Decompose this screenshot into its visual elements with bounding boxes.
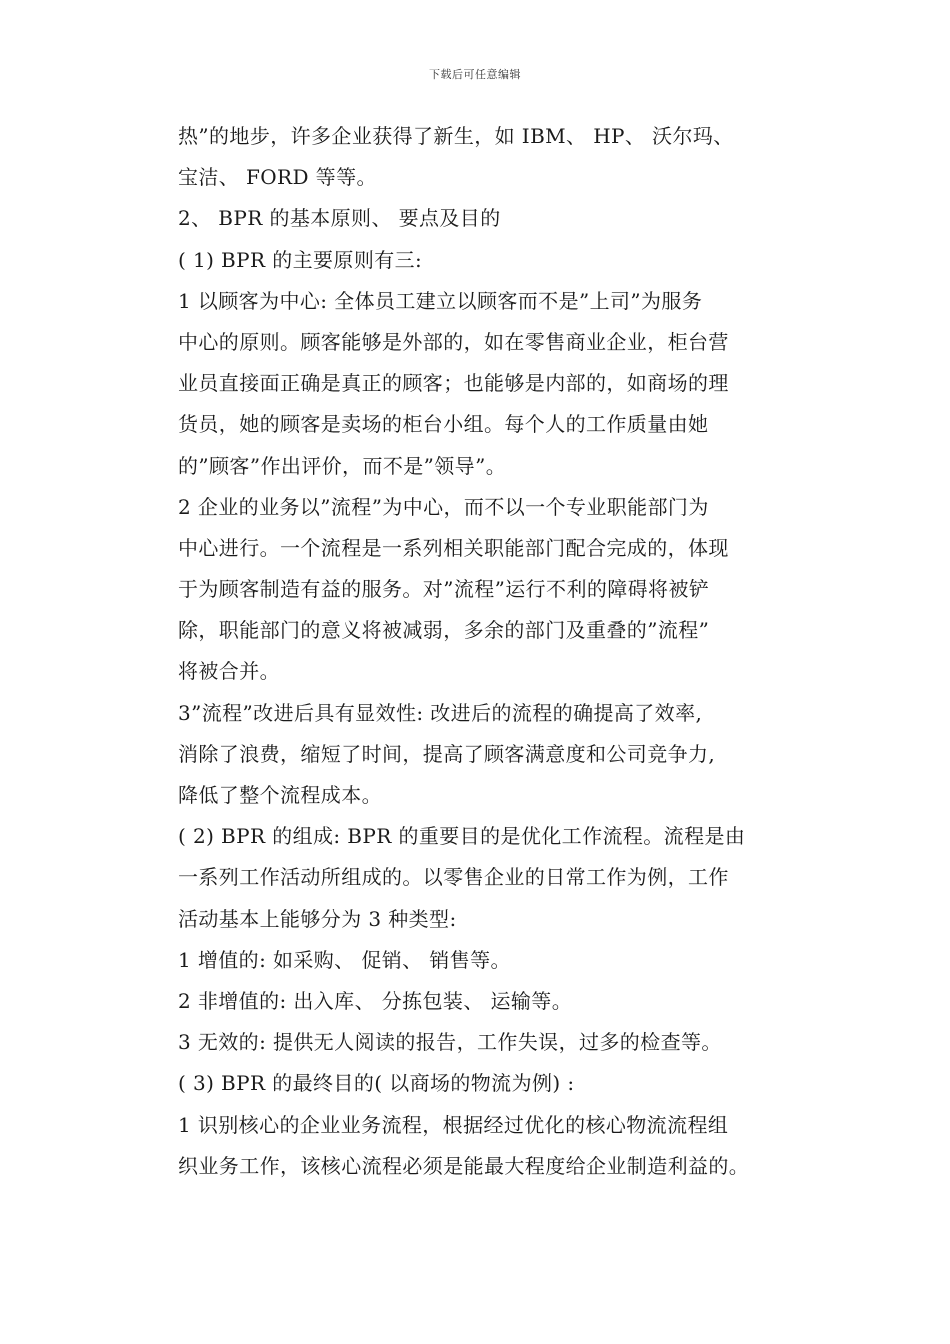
subsection-heading: ( 3) BPR 的最终目的( 以商场的物流为例) : (178, 1071, 575, 1096)
text-line: 2 企业的业务以”流程”为中心，而不以一个专业职能部门为 (178, 494, 709, 519)
text-line: 中心进行。一个流程是一系列相关职能部门配合完成的，体现 (178, 535, 729, 560)
text-line: 织业务工作，该核心流程必须是能最大程度给企业制造利益的。 (178, 1153, 750, 1178)
text-line: 活动基本上能够分为 3 种类型: (178, 906, 457, 931)
section-heading: 2、 BPR 的基本原则、 要点及目的 (178, 206, 501, 231)
text-line: 1 以顾客为中心: 全体员工建立以顾客而不是”上司”为服务 (178, 288, 703, 313)
text-line: 热”的地步，许多企业获得了新生，如 IBM、 HP、 沃尔玛、 (178, 124, 734, 148)
text-line: 一系列工作活动所组成的。以零售企业的日常工作为例，工作 (178, 865, 729, 890)
text-line: 中心的原则。顾客能够是外部的，如在零售商业企业，柜台营 (178, 329, 729, 354)
text-line: 将被合并。 (178, 659, 280, 684)
text-line: 消除了浪费，缩短了时间，提高了顾客满意度和公司竞争力, (178, 741, 716, 766)
text-line: 于为顾客制造有益的服务。对”流程”运行不利的障碍将被铲 (178, 577, 710, 602)
list-item: 1 增值的: 如采购、 促销、 销售等。 (178, 947, 511, 972)
text-line: 业员直接面正确是真正的顾客；也能够是内部的，如商场的理 (178, 371, 729, 396)
text-line: 货员，她的顾客是卖场的柜台小组。每个人的工作质量由她 (178, 412, 709, 437)
page-header: 下载后可任意编辑 (429, 68, 521, 81)
text-line: 的”顾客”作出评价，而不是”领导”。 (178, 453, 507, 478)
list-item: 2 非增值的: 出入库、 分拣包装、 运输等。 (178, 988, 573, 1013)
text-line: 宝洁、 FORD 等等。 (178, 165, 377, 190)
text-line: 3”流程”改进后具有显效性: 改进后的流程的确提高了效率, (178, 700, 703, 725)
subsection-heading: ( 1) BPR 的主要原则有三: (178, 247, 423, 272)
document-body (178, 116, 838, 1187)
subsection-heading: ( 2) BPR 的组成: BPR 的重要目的是优化工作流程。流程是由 (178, 824, 746, 849)
text-line: 1 识别核心的企业业务流程，根据经过优化的核心物流流程组 (178, 1112, 729, 1137)
text-line: 降低了整个流程成本。 (178, 783, 382, 807)
text-line: 除，职能部门的意义将被减弱，多余的部门及重叠的”流程” (178, 618, 710, 643)
list-item: 3 无效的: 提供无人阅读的报告，工作失误，过多的检查等。 (178, 1030, 722, 1055)
